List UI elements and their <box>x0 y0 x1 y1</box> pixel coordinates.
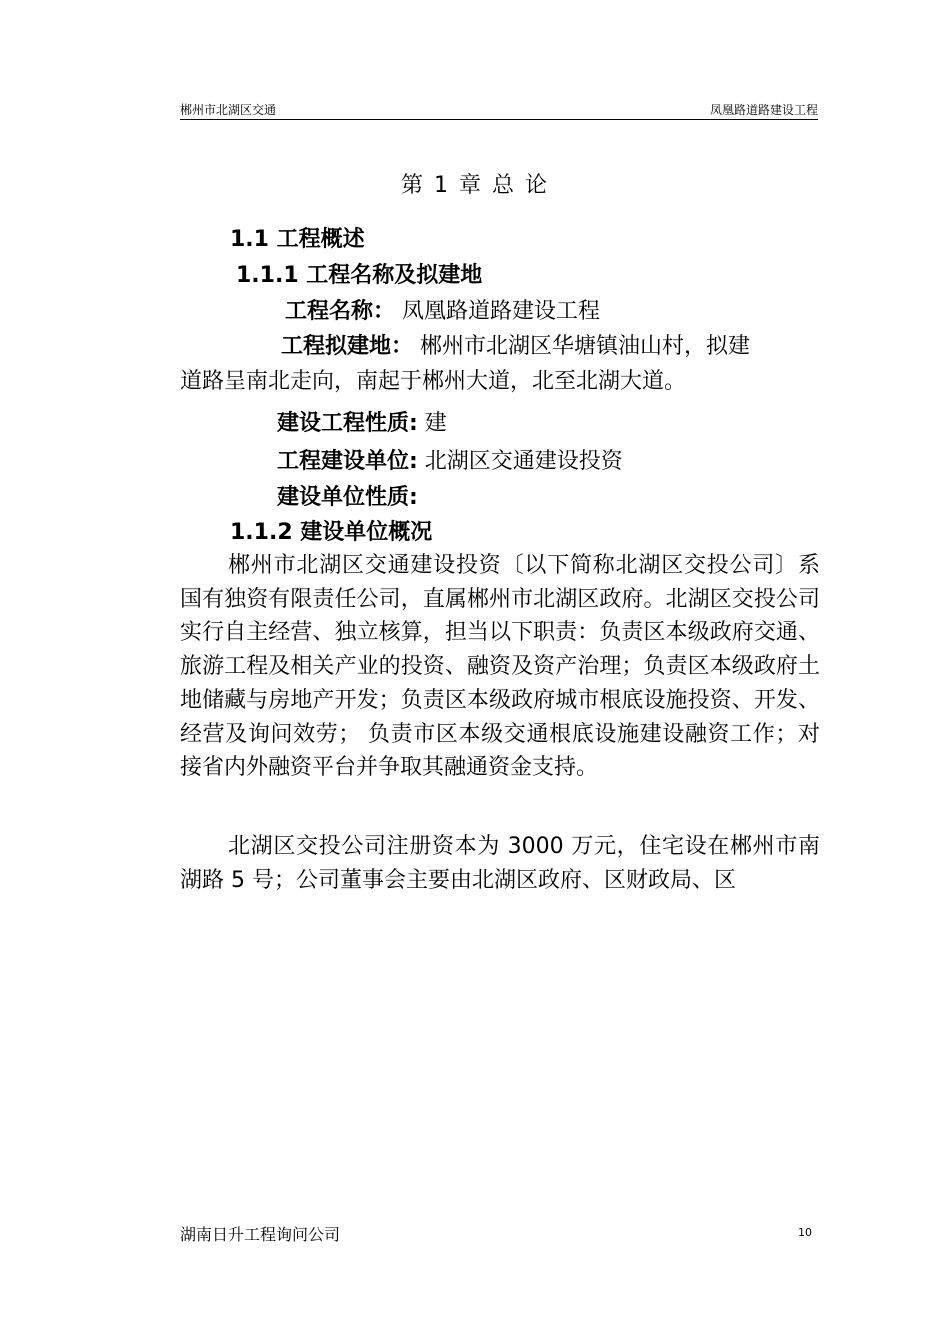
project-site-continuation: 道路呈南北走向，南起于郴州大道，北至北湖大道。 <box>180 369 687 394</box>
project-site-row <box>281 329 750 360</box>
header-left-text: 郴州市北湖区交通 <box>180 103 277 117</box>
section-heading-1-1: 1.1 工程概述 <box>230 227 365 252</box>
page-header <box>180 99 818 120</box>
construction-unit-value: 北湖区交通建设投资 <box>417 449 623 474</box>
project-name-value: 凤凰路道路建设工程 <box>395 299 601 324</box>
paragraph-registered-capital: 北湖区交投公司注册资本为 3000 万元，住宅设在郴州市南湖路 5 号；公司董事会主要由北湖区政府、区财政局、区 <box>180 834 820 893</box>
footer-company: 湖南日升工程询问公司 <box>180 1225 341 1244</box>
section-heading-1-1-2: 1.1.2 建设单位概况 <box>230 520 433 545</box>
construction-nature-row <box>277 406 447 437</box>
section-heading-1-1-1: 1.1.1 工程名称及拟建地 <box>236 263 483 288</box>
project-name-row <box>285 294 600 325</box>
chapter-title: 第 1 章 总 论 <box>401 173 549 198</box>
unit-nature-row <box>277 480 418 511</box>
construction-nature-label: 建设工程性质: <box>277 411 418 436</box>
header-right-text: 凤凰路道路建设工程 <box>709 103 818 117</box>
project-site-label: 工程拟建地： <box>281 334 414 359</box>
page-number: 10 <box>798 1226 812 1239</box>
project-name-label: 工程名称： <box>285 299 396 324</box>
paragraph-company-overview: 郴州市北湖区交通建设投资〔以下简称北湖区交投公司〕系国有独资有限责任公司，直属郴州市北湖区政府。北湖区交投公司实行自主经营、独立核算，担当以下职责：负责区本级政府交通、旅游工程及相关产业的投资、融资及资产治理；负责区本级政府土地储藏与房地产开发；负责区本级政府城市根底设施投资、开发、经营及询问效劳； 负责市区本级交通根底设施建设融资工作；对接省内外融资平台并争取其融通资金支持。 <box>180 553 820 781</box>
project-site-value: 郴州市北湖区华塘镇油山村，拟建 <box>413 334 751 359</box>
unit-nature-label: 建设单位性质: <box>277 485 418 510</box>
construction-unit-row <box>277 444 623 475</box>
construction-nature-value: 建 <box>417 411 447 436</box>
construction-unit-label: 工程建设单位: <box>277 449 418 474</box>
